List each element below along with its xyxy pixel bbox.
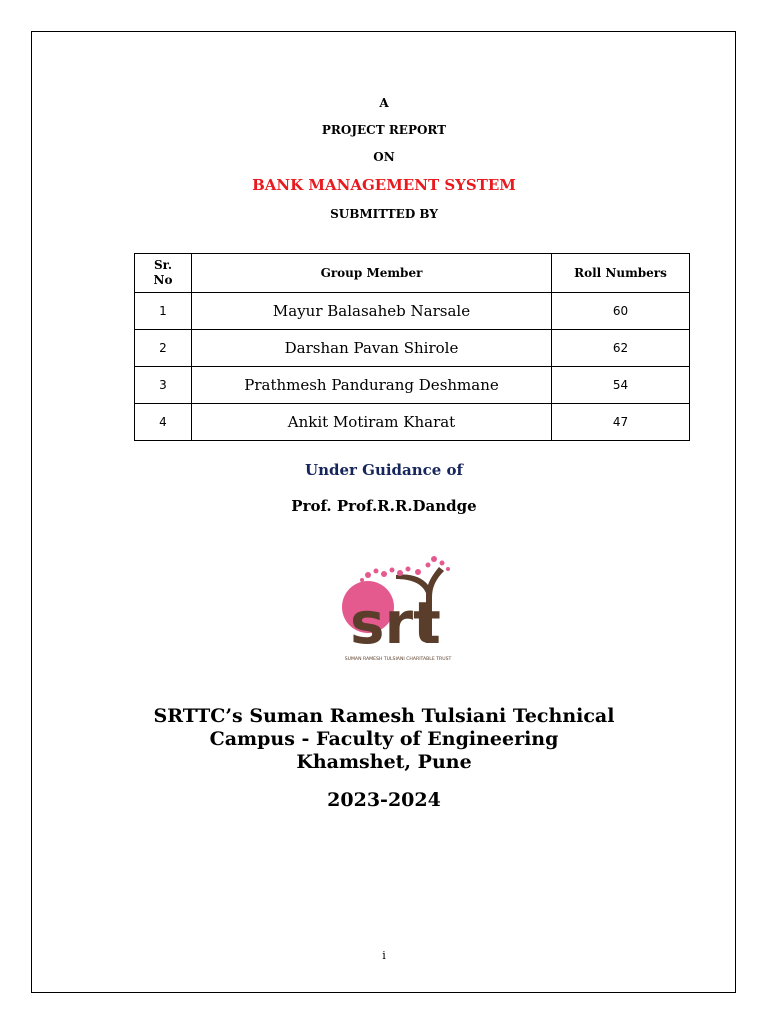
header-group-member: Group Member: [192, 254, 552, 293]
cover-line-on: ON: [373, 150, 395, 164]
row-roll-number: 62: [552, 330, 690, 367]
srt-logo: [338, 553, 458, 665]
project-title: BANK MANAGEMENT SYSTEM: [252, 176, 516, 194]
table-row: [135, 404, 690, 441]
cover-line-a: A: [379, 96, 389, 110]
row-sr-no: 2: [135, 330, 192, 367]
academic-year: 2023-2024: [327, 789, 441, 811]
row-member-name: Prathmesh Pandurang Deshmane: [192, 367, 552, 404]
table-row: [135, 367, 690, 404]
table-row: [135, 330, 690, 367]
row-sr-no: 4: [135, 404, 192, 441]
row-roll-number: 60: [552, 293, 690, 330]
group-members-table: [134, 253, 690, 441]
header-roll-numbers: Roll Numbers: [552, 254, 690, 293]
submitted-by-label: SUBMITTED BY: [330, 207, 438, 221]
institute-location: Khamshet, Pune: [296, 751, 472, 773]
institute-name-line-1: SRTTC’s Suman Ramesh Tulsiani Technical: [153, 705, 615, 727]
guide-name: Prof. Prof.R.R.Dandge: [291, 497, 477, 515]
table-row: [135, 293, 690, 330]
logo-srt-text: srt: [350, 589, 441, 657]
row-sr-no: 1: [135, 293, 192, 330]
row-member-name: Ankit Motiram Kharat: [192, 404, 552, 441]
page-number: i: [382, 949, 386, 962]
logo-tagline: SUMAN RAMESH TULSIANI CHARITABLE TRUST: [344, 657, 452, 662]
table-header-row: [135, 254, 690, 293]
institute-name-line-2: Campus - Faculty of Engineering: [209, 728, 559, 750]
row-roll-number: 47: [552, 404, 690, 441]
row-member-name: Darshan Pavan Shirole: [192, 330, 552, 367]
row-member-name: Mayur Balasaheb Narsale: [192, 293, 552, 330]
cover-line-project-report: PROJECT REPORT: [321, 123, 447, 137]
header-sr-no: Sr. No: [135, 254, 192, 293]
guidance-label: Under Guidance of: [304, 461, 464, 479]
row-roll-number: 54: [552, 367, 690, 404]
row-sr-no: 3: [135, 367, 192, 404]
